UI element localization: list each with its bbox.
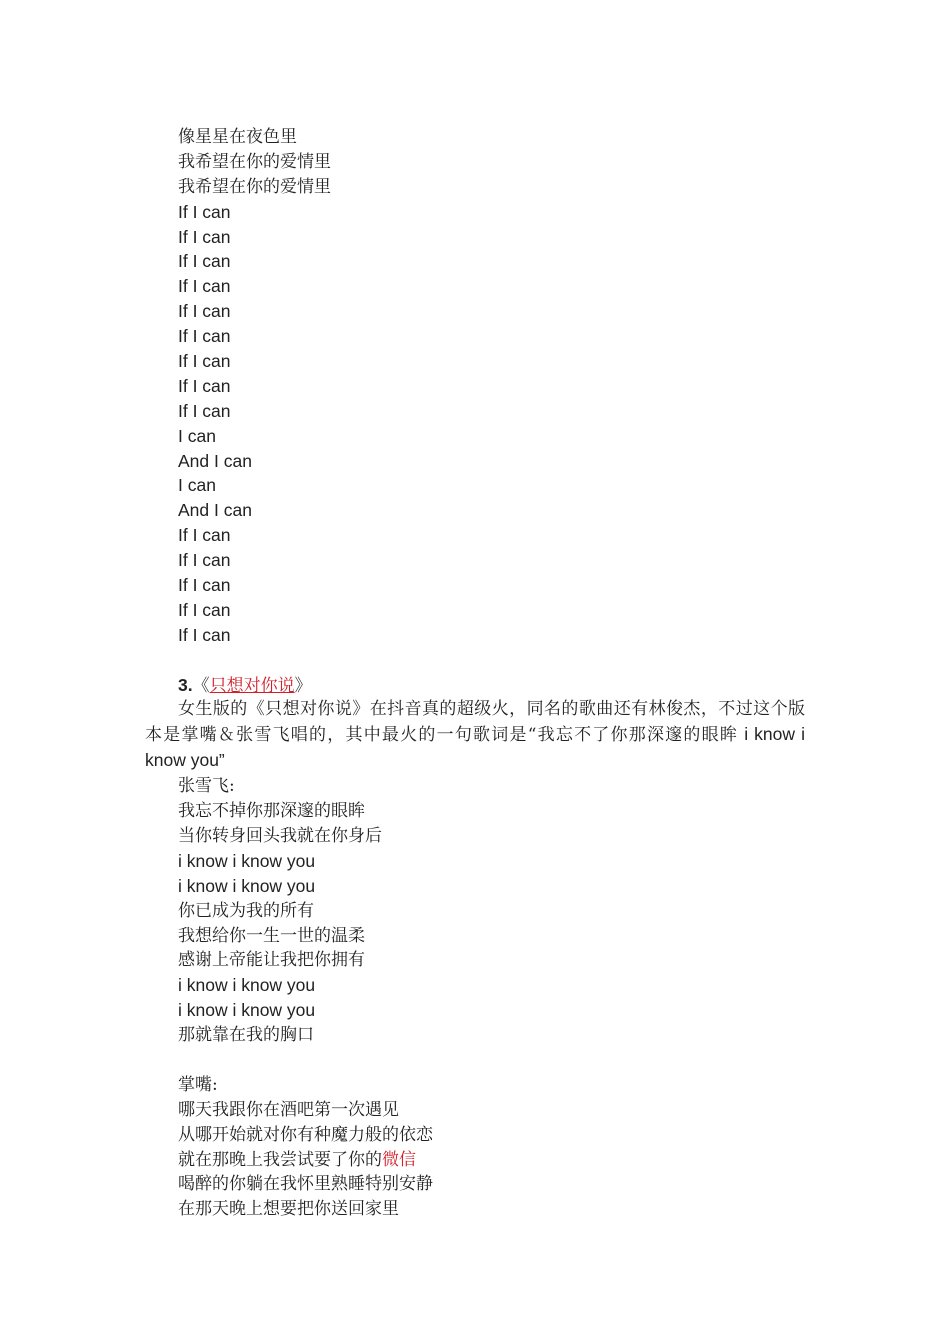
lyric-line: If I can — [178, 251, 231, 272]
singer1-lyrics — [145, 799, 805, 1048]
singer-label: 张雪飞: — [178, 776, 235, 797]
intro-text: 女生版的《只想对你说》在抖音真的超级火，同名的歌曲还有林俊杰，不过这个版本是掌嘴＆张雪飞唱的，其中最火的一句歌词是“我忘不了你那深邃的眼眸 — [145, 699, 805, 746]
blank-line — [145, 1048, 805, 1073]
lyric-line: 在那天晚上想要把你送回家里 — [178, 1199, 399, 1220]
close-bracket: 》 — [294, 675, 312, 696]
section-number: 3. — [178, 674, 193, 695]
singer-label: 掌嘴: — [178, 1074, 218, 1095]
lyric-line: If I can — [178, 351, 231, 372]
lyric-line: If I can — [178, 525, 231, 546]
lyric-line: 我希望在你的爱情里 — [178, 176, 331, 197]
lyric-line: And I can — [178, 500, 252, 521]
lyric-line: 我想给你一生一世的温柔 — [178, 925, 365, 946]
blank-line — [145, 648, 805, 673]
lyric-line: And I can — [178, 450, 252, 471]
lyric-line: 你已成为我的所有 — [178, 900, 314, 921]
lyric-line: I can — [178, 475, 216, 496]
lyric-line: I can — [178, 425, 216, 446]
lyric-line: If I can — [178, 301, 231, 322]
lyric-line: 像星星在夜色里 — [178, 127, 297, 147]
lyric-line: If I can — [178, 276, 231, 297]
lyric-line: 哪天我跟你在酒吧第一次遇见 — [178, 1099, 399, 1120]
intro-text-en: i know i know you” — [145, 724, 805, 771]
section3-intro — [145, 697, 805, 774]
lyric-text: 就在那晚上我尝试要了你的 — [178, 1149, 382, 1170]
document-page — [145, 125, 805, 1222]
lyric-line: 当你转身回头我就在你身后 — [178, 825, 382, 846]
lyric-line: If I can — [178, 201, 231, 222]
lyric-line: i know i know you — [178, 850, 316, 871]
lyric-line: 喝醉的你躺在我怀里熟睡特别安静 — [178, 1174, 433, 1195]
lyric-line — [145, 1148, 805, 1173]
lyric-line: If I can — [178, 575, 231, 596]
lyric-line: If I can — [178, 326, 231, 347]
open-bracket: 《 — [192, 675, 210, 696]
lyric-line: 我希望在你的爱情里 — [178, 151, 331, 172]
lyric-line: If I can — [178, 226, 231, 247]
lyric-line: 感谢上帝能让我把你拥有 — [178, 950, 365, 971]
lyric-line: i know i know you — [178, 975, 316, 996]
song-title-link[interactable]: 只想对你说 — [209, 675, 295, 696]
lyric-line: i know i know you — [178, 875, 316, 896]
lyric-line: If I can — [178, 624, 231, 645]
lyric-line: 从哪开始就对你有种魔力般的依恋 — [178, 1124, 433, 1145]
wechat-link[interactable]: 微信 — [382, 1149, 416, 1170]
lyric-line: If I can — [178, 400, 231, 421]
lyric-line: If I can — [178, 375, 231, 396]
lyric-line: If I can — [178, 599, 231, 620]
section3-heading — [145, 673, 805, 698]
lyric-line: 那就靠在我的胸口 — [178, 1025, 314, 1046]
lyric-line: If I can — [178, 550, 231, 571]
lyrics-part1 — [145, 125, 805, 648]
lyric-line: i know i know you — [178, 1000, 316, 1021]
lyric-line: 我忘不掉你那深邃的眼眸 — [178, 801, 365, 822]
